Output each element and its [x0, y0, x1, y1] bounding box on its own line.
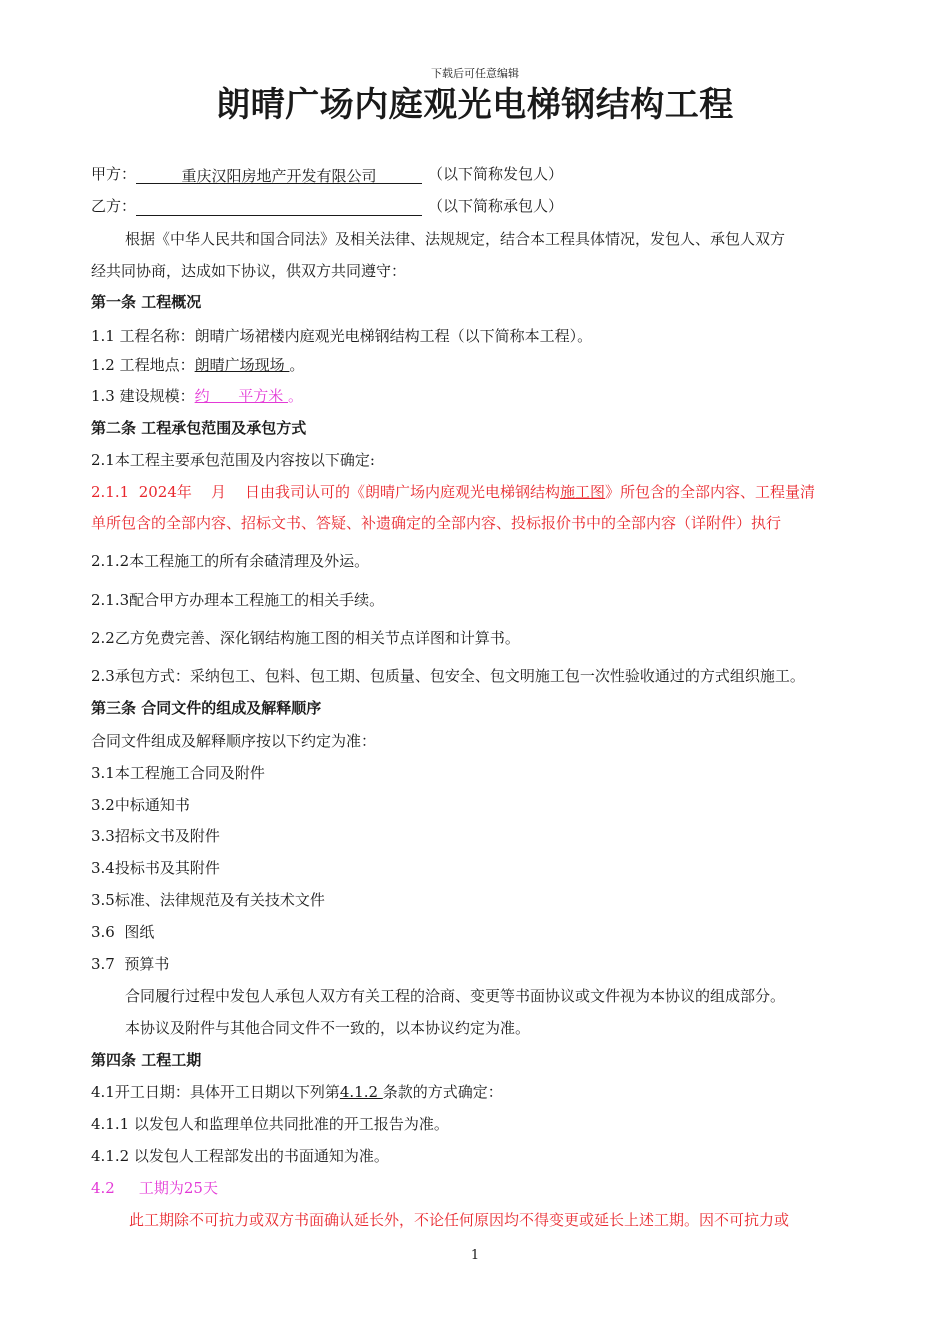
header-note: 下载后可任意编辑 [431, 67, 519, 80]
art2-line-4: 2.1.3配合甲方办理本工程施工的相关手续。 [91, 591, 385, 609]
art3-lead: 合同文件组成及解释顺序按以下约定为准： [91, 732, 377, 750]
art4-line-4 [91, 1178, 218, 1198]
article-2-heading: 第二条 工程承包范围及承包方式 [91, 419, 307, 437]
document-title: 朗晴广场内庭观光电梯钢结构工程 [216, 85, 734, 125]
art2-line-5: 2.2乙方免费完善、深化钢结构施工图的相关节点详图和计算书。 [91, 629, 520, 647]
art3-item: 3.5标准、法律规范及有关技术文件 [91, 891, 325, 909]
art3-item: 3.2中标通知书 [91, 796, 190, 814]
art4-line-1 [91, 1082, 503, 1102]
party-b-line [91, 196, 563, 216]
art2-line-2a [91, 482, 815, 502]
party-a-suffix: （以下简称发包人） [428, 165, 564, 183]
intro-line-1: 根据《中华人民共和国合同法》及相关法律、法规规定，结合本工程具体情况，发包人、承包人双方 [125, 230, 786, 248]
article-3-heading: 第三条 合同文件的组成及解释顺序 [91, 699, 322, 717]
art2-line-2b: 单所包含的全部内容、招标文书、答疑、补遗确定的全部内容、投标报价书中的全部内容（详附件）执行 [91, 514, 782, 532]
art4-line-5: 此工期除不可抗力或双方书面确认延长外，不论任何原因均不得变更或延长上述工期。因不可抗力或 [129, 1211, 790, 1229]
article-1-heading: 第一条 工程概况 [91, 293, 202, 311]
intro-line-2: 经共同协商，达成如下协议，供双方共同遵守： [91, 262, 407, 280]
art1-line-2 [91, 355, 304, 375]
art1-line-3-label: 1.3 建设规模： [91, 387, 195, 405]
party-b-label: 乙方： [91, 197, 137, 215]
art2-line-1: 2.1本工程主要承包范围及内容按以下确定: [91, 451, 375, 469]
art3-item: 3.4投标书及其附件 [91, 859, 220, 877]
art1-line-3-end: 。 [288, 387, 304, 405]
page-number: 1 [470, 1248, 480, 1263]
project-location: 朗晴广场现场 [194, 356, 290, 374]
party-a-label: 甲方： [91, 165, 137, 183]
art2-line-6: 2.3承包方式：采纳包工、包料、包工期、包质量、包安全、包文明施工包一次性验收通过的方式组织施工。 [91, 667, 805, 685]
art2-line-2a-end: 》所包含的全部内容、工程量清 [605, 483, 816, 501]
construction-period: 工期为25天 [138, 1179, 218, 1197]
art4-line-2: 4.1.1 以发包人和监理单位共同批准的开工报告为准。 [91, 1115, 449, 1133]
art1-line-2-end: 。 [289, 356, 305, 374]
art2-line-3: 2.1.2本工程施工的所有余碴清理及外运。 [91, 552, 370, 570]
art1-line-1: 1.1 工程名称：朗晴广场裙楼内庭观光电梯钢结构工程（以下简称本工程）。 [91, 327, 593, 345]
art3-item: 3.6 图纸 [91, 923, 155, 941]
construction-drawing-ref: 施工图 [560, 483, 606, 501]
art4-line-4-number: 4.2 [91, 1179, 115, 1197]
art4-line-1-text: 4.1开工日期：具体开工日期以下列第 [91, 1083, 340, 1101]
art3-paragraph-1: 合同履行过程中发包人承包人双方有关工程的洽商、变更等书面协议或文件视为本协议的组成部分。 [125, 987, 786, 1005]
art1-line-3 [91, 386, 303, 406]
article-4-heading: 第四条 工程工期 [91, 1051, 202, 1069]
art3-item: 3.7 预算书 [91, 955, 170, 973]
project-scale: 约 平方米 [194, 387, 289, 405]
party-b-name-blank [136, 198, 422, 216]
art2-line-2a-text: 2.1.1 2024年 月 日由我司认可的《朗晴广场内庭观光电梯钢结构 [91, 483, 561, 501]
party-a-line [91, 164, 563, 184]
art1-line-2-label: 1.2 工程地点： [91, 356, 195, 374]
art3-item: 3.3招标文书及附件 [91, 827, 220, 845]
art3-paragraph-2: 本协议及附件与其他合同文件不一致的，以本协议约定为准。 [125, 1019, 531, 1037]
art3-item: 3.1本工程施工合同及附件 [91, 764, 265, 782]
party-b-suffix: （以下简称承包人） [428, 197, 564, 215]
art4-line-3: 4.1.2 以发包人工程部发出的书面通知为准。 [91, 1147, 389, 1165]
party-a-name: 重庆汉阳房地产开发有限公司 [136, 166, 422, 184]
start-date-clause-ref: 4.1.2 [339, 1083, 383, 1101]
art4-line-1-end: 条款的方式确定： [382, 1083, 503, 1101]
